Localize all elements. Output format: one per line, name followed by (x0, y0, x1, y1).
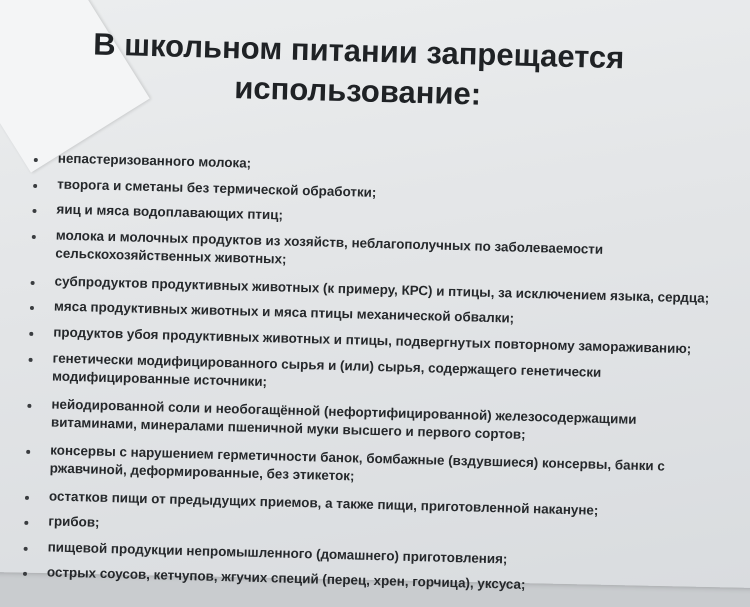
list-item: пищевой продукции непромышленного (домашнего) приготовления; (21, 538, 711, 574)
list-item: молока и молочных продуктов из хозяйств, неблагополучных по заболеваемости сельскохозяйственных животных; (29, 226, 720, 280)
list-item: остатков пищи от предыдущих приемов, а также пищи, приготовленной накануне; (23, 486, 713, 522)
list-item: творога и сметаны без термической обработки; (31, 174, 721, 210)
list-item: генетически модифицированного сырья и (или) сырья, содержащего генетически модифицированные источники; (26, 348, 717, 402)
list-item: субпродуктов продуктивных животных (к примеру, КРС) и птицы, за исключением языка, сердца; (28, 272, 718, 308)
list-item: продуктов убоя продуктивных животных и птицы, подвергнутых повторному замораживанию; (27, 323, 717, 359)
list-item: яиц и мяса водоплавающих птиц; (30, 200, 720, 236)
list-item: нейодированной соли и необогащённой (нефортифицированной) железосодержащими витаминами, минералами пшеничной муки высшего и первого сортов; (25, 394, 716, 448)
list-item: грибов; (22, 512, 712, 548)
notice-title (57, 24, 659, 120)
notice-title-line-1: В школьном питании запрещается (92, 26, 625, 76)
list-item: острых соусов, кетчупов, жгучих специй (перец, хрен, горчица), уксуса; (21, 563, 711, 599)
prohibited-items-list (21, 149, 722, 607)
list-item: непастеризованного молока; (32, 149, 722, 185)
list-item: мяса продуктивных животных и мяса птицы механической обвалки; (28, 297, 718, 333)
notice-title-line-2: использование: (233, 70, 482, 112)
list-item: консервы с нарушением герметичности банок, бомбажные (вздувшиеся) консервы, банки с ржавчиной, деформированные, без этикеток; (24, 440, 715, 494)
